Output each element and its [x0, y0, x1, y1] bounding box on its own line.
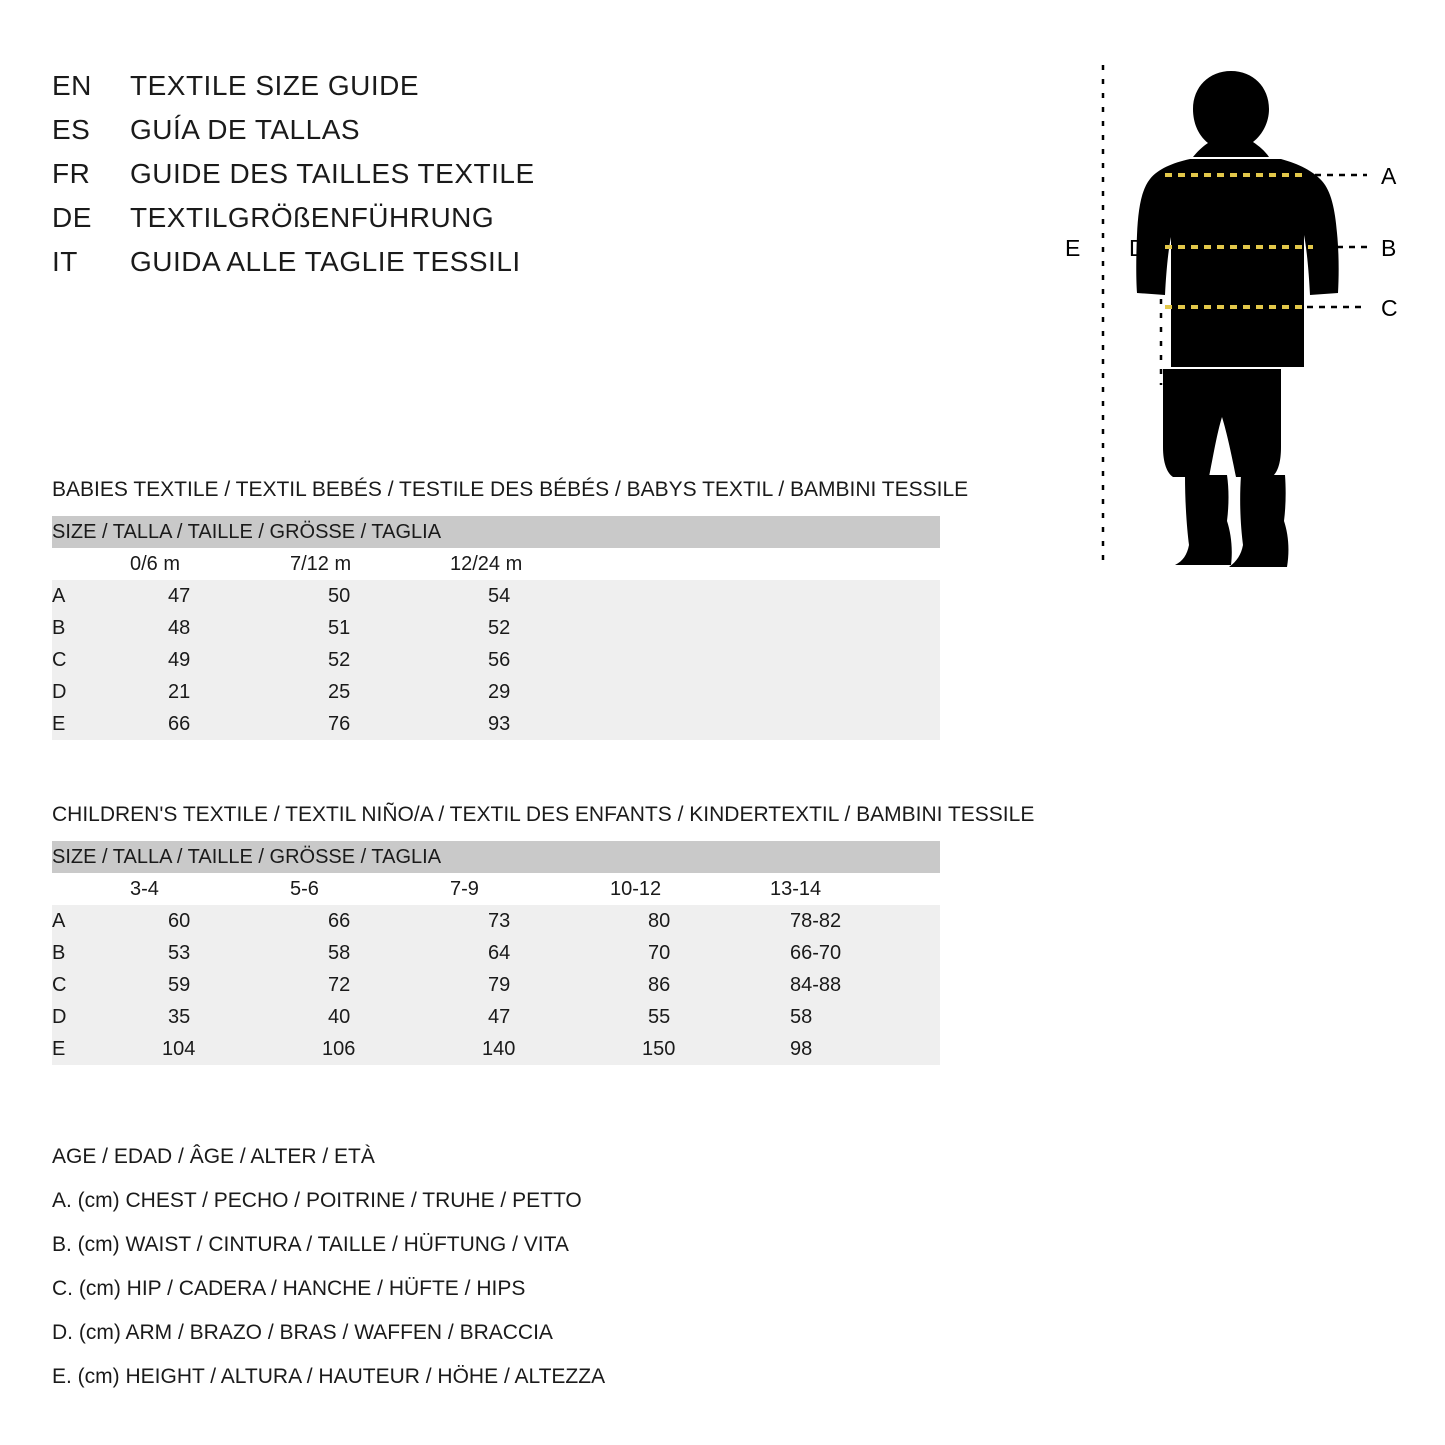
babies-col-0: 0/6 m	[130, 548, 290, 580]
babies-b-0: 48	[130, 612, 290, 644]
table-row	[52, 644, 940, 676]
children-section-title: CHILDREN'S TEXTILE / TEXTIL NIÑO/A / TEXTIL DES ENFANTS / KINDERTEXTIL / BAMBINI TESSILE	[52, 803, 1035, 826]
babies-section	[52, 478, 1192, 740]
children-b-0: 53	[130, 937, 290, 969]
children-col-2: 7-9	[450, 873, 610, 905]
title-block	[52, 70, 692, 290]
marker-e-label: E	[1065, 235, 1081, 261]
children-row-label-e: E	[52, 1033, 130, 1065]
title-row-en	[52, 70, 692, 114]
title-row-fr	[52, 158, 692, 202]
legend-age: AGE / EDAD / ÂGE / ALTER / ETÀ	[52, 1145, 375, 1168]
babies-a-2: 54	[450, 580, 610, 612]
children-d-4: 58	[770, 1001, 940, 1033]
marker-d-label: D	[1129, 235, 1146, 261]
children-col-1: 5-6	[290, 873, 450, 905]
legend-chest: A. (cm) CHEST / PECHO / POITRINE / TRUHE / PETTO	[52, 1189, 582, 1212]
babies-table-header-row	[52, 516, 940, 548]
children-c-0: 59	[130, 969, 290, 1001]
babies-b-2: 52	[450, 612, 610, 644]
babies-row-label-d: D	[52, 676, 130, 708]
children-e-0: 104	[130, 1033, 290, 1065]
children-b-4: 66-70	[770, 937, 940, 969]
children-c-1: 72	[290, 969, 450, 1001]
babies-corner-cell	[52, 548, 130, 580]
babies-d-1: 25	[290, 676, 450, 708]
children-table-header-row	[52, 841, 940, 873]
legend-height: E. (cm) HEIGHT / ALTURA / HAUTEUR / HÖHE / ALTEZZA	[52, 1365, 606, 1388]
marker-c-label: C	[1381, 295, 1398, 321]
babies-c-2: 56	[450, 644, 610, 676]
children-row-label-d: D	[52, 1001, 130, 1033]
title-row-it	[52, 246, 692, 290]
babies-d-0: 21	[130, 676, 290, 708]
title-lang-es: ES	[52, 114, 91, 145]
table-row	[52, 937, 940, 969]
babies-e-1: 76	[290, 708, 450, 740]
children-b-1: 58	[290, 937, 450, 969]
title-text-de: TEXTILGRÖßENFÜHRUNG	[130, 202, 495, 233]
title-text-fr: GUIDE DES TAILLES TEXTILE	[130, 158, 535, 189]
children-corner-cell	[52, 873, 130, 905]
babies-e-2: 93	[450, 708, 610, 740]
children-row-label-a: A	[52, 905, 130, 937]
table-row	[52, 580, 940, 612]
legend-hip: C. (cm) HIP / CADERA / HANCHE / HÜFTE / HIPS	[52, 1277, 526, 1300]
table-row	[52, 612, 940, 644]
children-table-header: SIZE / TALLA / TAILLE / GRÖSSE / TAGLIA	[52, 841, 940, 873]
children-col-3: 10-12	[610, 873, 770, 905]
title-text-it: GUIDA ALLE TAGLIE TESSILI	[130, 246, 521, 277]
babies-col-1: 7/12 m	[290, 548, 450, 580]
children-d-0: 35	[130, 1001, 290, 1033]
babies-a-0: 47	[130, 580, 290, 612]
babies-section-title: BABIES TEXTILE / TEXTIL BEBÉS / TESTILE DES BÉBÉS / BABYS TEXTIL / BAMBINI TESSILE	[52, 478, 969, 501]
babies-d-2: 29	[450, 676, 610, 708]
table-row	[52, 969, 940, 1001]
title-lang-fr: FR	[52, 158, 91, 189]
babies-row-label-e: E	[52, 708, 130, 740]
babies-b-1: 51	[290, 612, 450, 644]
legend-waist: B. (cm) WAIST / CINTURA / TAILLE / HÜFTUNG / VITA	[52, 1233, 569, 1256]
children-b-3: 70	[610, 937, 770, 969]
children-c-4: 84-88	[770, 969, 940, 1001]
children-a-0: 60	[130, 905, 290, 937]
children-c-2: 79	[450, 969, 610, 1001]
table-row	[52, 708, 940, 740]
table-row	[52, 676, 940, 708]
children-e-1: 106	[290, 1033, 450, 1065]
children-a-2: 73	[450, 905, 610, 937]
children-column-row	[52, 873, 940, 905]
babies-size-table	[52, 516, 940, 740]
table-row	[52, 1033, 940, 1065]
children-a-3: 80	[610, 905, 770, 937]
babies-c-1: 52	[290, 644, 450, 676]
children-size-table	[52, 841, 940, 1065]
table-row	[52, 905, 940, 937]
babies-row-label-c: C	[52, 644, 130, 676]
babies-row-label-b: B	[52, 612, 130, 644]
marker-a-label: A	[1381, 163, 1397, 189]
babies-c-0: 49	[130, 644, 290, 676]
children-d-3: 55	[610, 1001, 770, 1033]
table-row	[52, 1001, 940, 1033]
babies-table-header: SIZE / TALLA / TAILLE / GRÖSSE / TAGLIA	[52, 516, 940, 548]
babies-col-2: 12/24 m	[450, 548, 610, 580]
babies-row-label-a: A	[52, 580, 130, 612]
children-d-1: 40	[290, 1001, 450, 1033]
children-a-1: 66	[290, 905, 450, 937]
children-row-label-b: B	[52, 937, 130, 969]
title-lang-de: DE	[52, 202, 92, 233]
children-a-4: 78-82	[770, 905, 940, 937]
children-col-4: 13-14	[770, 873, 940, 905]
children-e-3: 150	[610, 1033, 770, 1065]
children-col-0: 3-4	[130, 873, 290, 905]
children-c-3: 86	[610, 969, 770, 1001]
marker-b-label: B	[1381, 235, 1397, 261]
legend-block	[52, 1135, 952, 1399]
babies-column-row	[52, 548, 940, 580]
babies-a-1: 50	[290, 580, 450, 612]
children-d-2: 47	[450, 1001, 610, 1033]
children-b-2: 64	[450, 937, 610, 969]
children-e-2: 140	[450, 1033, 610, 1065]
children-e-4: 98	[770, 1033, 940, 1065]
title-text-es: GUÍA DE TALLAS	[130, 114, 361, 145]
title-lang-it: IT	[52, 246, 78, 277]
legend-arm: D. (cm) ARM / BRAZO / BRAS / WAFFEN / BRACCIA	[52, 1321, 553, 1344]
children-section	[52, 803, 1192, 1065]
babies-e-0: 66	[130, 708, 290, 740]
title-row-es	[52, 114, 692, 158]
title-text-en: TEXTILE SIZE GUIDE	[130, 70, 420, 101]
title-row-de	[52, 202, 692, 246]
title-lang-en: EN	[52, 70, 92, 101]
children-row-label-c: C	[52, 969, 130, 1001]
